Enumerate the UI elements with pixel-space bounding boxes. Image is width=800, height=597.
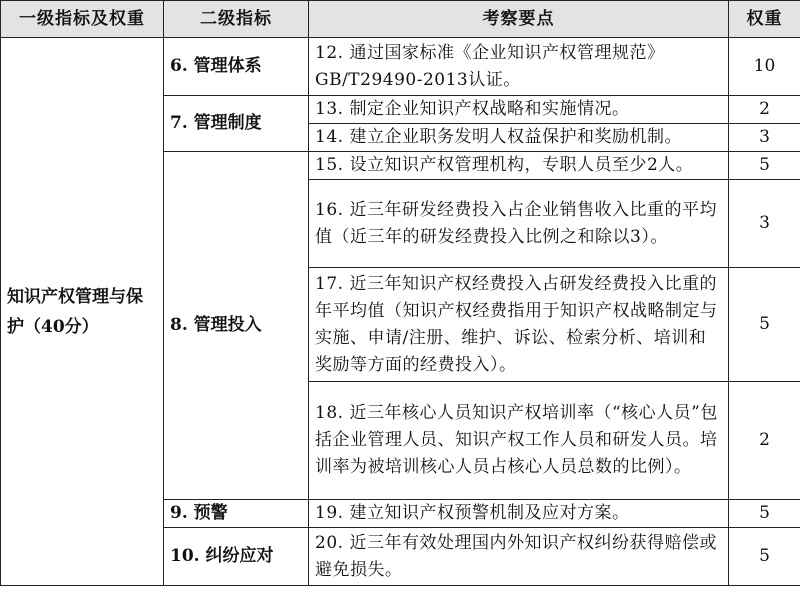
check-point: 17. 近三年知识产权经费投入占研发经费投入比重的年平均值（知识产权经费指用于知识产权战略制定与实施、申请/注册、维护、诉讼、检索分析、培训和奖励等方面的经费投入）。 bbox=[309, 268, 729, 382]
check-point: 18. 近三年核心人员知识产权培训率（“核心人员”包括企业管理人员、知识产权工作人员和研发人员。培训率为被培训核心人员占核心人员总数的比例）。 bbox=[309, 382, 729, 500]
header-level1: 一级指标及权重 bbox=[1, 1, 164, 38]
weight-value: 5 bbox=[729, 528, 800, 586]
check-point: 19. 建立知识产权预警机制及应对方案。 bbox=[309, 500, 729, 528]
check-point: 20. 近三年有效处理国内外知识产权纠纷获得赔偿或避免损失。 bbox=[309, 528, 729, 586]
weight-value: 10 bbox=[729, 38, 800, 96]
level2-indicator: 7. 管理制度 bbox=[164, 96, 309, 152]
weight-value: 5 bbox=[729, 500, 800, 528]
check-point: 12. 通过国家标准《企业知识产权管理规范》GB/T29490-2013认证。 bbox=[309, 38, 729, 96]
level2-indicator: 10. 纠纷应对 bbox=[164, 528, 309, 586]
header-points: 考察要点 bbox=[309, 1, 729, 38]
level2-indicator: 8. 管理投入 bbox=[164, 152, 309, 500]
check-point: 16. 近三年研发经费投入占企业销售收入比重的平均值（近三年的研发经费投入比例之和除以3）。 bbox=[309, 180, 729, 268]
weight-value: 2 bbox=[729, 96, 800, 124]
weight-value: 2 bbox=[729, 382, 800, 500]
header-level2: 二级指标 bbox=[164, 1, 309, 38]
header-row bbox=[1, 1, 800, 38]
check-point: 13. 制定企业知识产权战略和实施情况。 bbox=[309, 96, 729, 124]
check-point: 15. 设立知识产权管理机构，专职人员至少2人。 bbox=[309, 152, 729, 180]
weight-value: 3 bbox=[729, 180, 800, 268]
table-row bbox=[1, 38, 800, 96]
level2-indicator: 9. 预警 bbox=[164, 500, 309, 528]
weight-value: 3 bbox=[729, 124, 800, 152]
header-weight: 权重 bbox=[729, 1, 800, 38]
weight-value: 5 bbox=[729, 268, 800, 382]
weight-value: 5 bbox=[729, 152, 800, 180]
level2-indicator: 6. 管理体系 bbox=[164, 38, 309, 96]
level1-indicator: 知识产权管理与保护（40分） bbox=[1, 38, 164, 586]
check-point: 14. 建立企业职务发明人权益保护和奖励机制。 bbox=[309, 124, 729, 152]
